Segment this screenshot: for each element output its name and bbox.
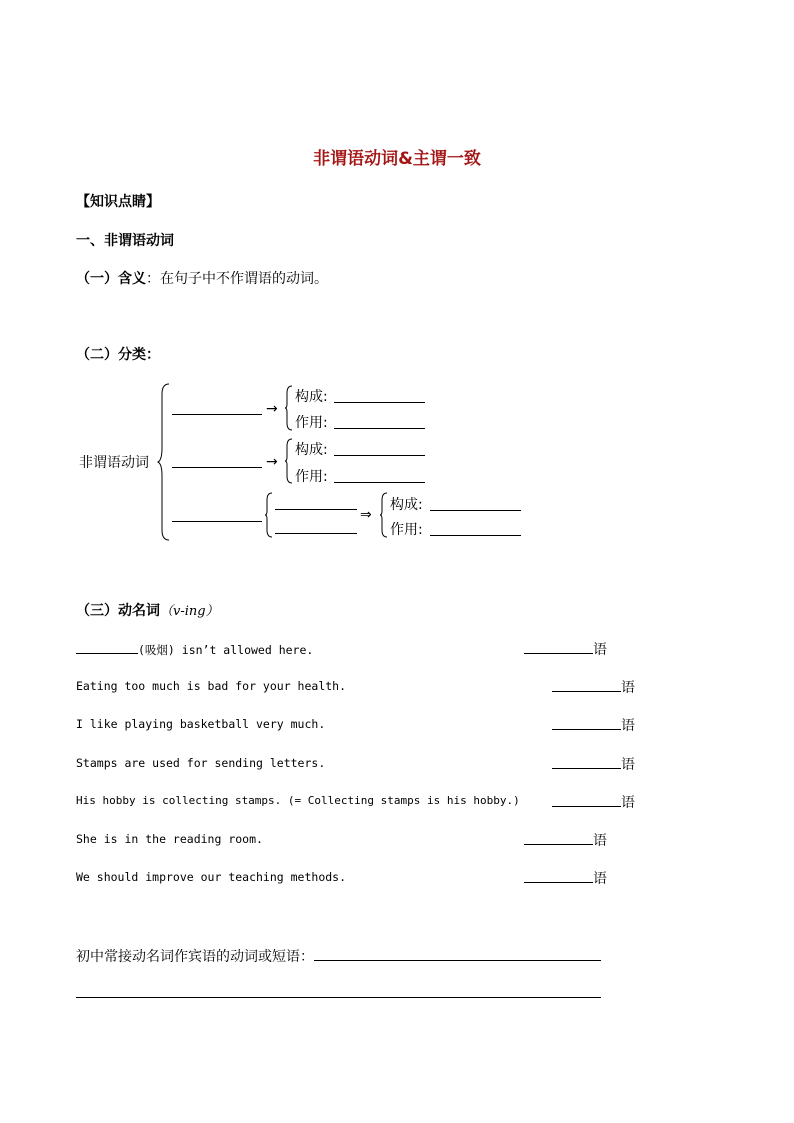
small-brace-icon [284,438,294,484]
role-blank[interactable] [524,641,593,654]
definition-text: ：在句子中不作谓语的动词。 [146,271,328,287]
arrow-icon: → [266,401,278,417]
use-label: 作用: [390,522,423,538]
role-suffix: 语 [621,680,635,696]
double-arrow-icon: ⇒ [360,507,372,523]
sub-blank-2[interactable] [275,533,357,534]
gerund-label: （三）动名词 [76,603,160,619]
diagram-root-label: 非谓语动词 [79,455,149,471]
left-brace-icon [157,382,173,542]
sentence-text: His hobby is collecting stamps. (= Collecting stamps is his hobby.) [76,794,520,807]
role-answer [524,639,607,659]
definition-line [76,268,328,288]
role-answer [524,830,607,850]
role-answer [552,715,635,735]
sentence-text: We should improve our teaching methods. [76,870,347,884]
role-answer [552,677,635,697]
branch-1-blank[interactable] [172,414,262,415]
use-blank[interactable] [334,428,425,429]
answer-blank[interactable] [76,641,138,654]
role-blank[interactable] [552,756,621,769]
role-blank[interactable] [524,870,593,883]
compose-label: 构成: [295,389,328,405]
role-blank[interactable] [524,832,593,845]
sentence-text: (吸烟) isn’t allowed here. [138,643,314,657]
small-brace-icon [284,385,294,431]
gerund-heading [76,600,219,620]
sentence-text: Eating too much is bad for your health. [76,679,347,693]
footer-prompt: 初中常接动名词作宾语的动词或短语： [76,949,314,965]
small-brace-icon [379,492,389,538]
compose-blank[interactable] [334,402,425,403]
sub-blank-1[interactable] [275,509,357,510]
section-knowledge: 【知识点睛】 [76,194,160,210]
role-answer [524,868,607,888]
compose-label: 构成: [295,442,328,458]
compose-blank[interactable] [334,455,425,456]
sentence-row [76,641,313,658]
role-answer [552,754,635,774]
role-suffix: 语 [621,757,635,773]
branch-3-blank[interactable] [172,521,262,522]
role-suffix: 语 [621,795,635,811]
role-blank[interactable] [552,794,621,807]
definition-label: （一）含义 [76,271,146,287]
use-label: 作用: [295,415,328,431]
use-blank[interactable] [334,482,425,483]
role-suffix: 语 [593,833,607,849]
page-title: 非谓语动词&主谓一致 [313,149,481,169]
role-suffix: 语 [621,718,635,734]
use-blank[interactable] [430,535,521,536]
compose-blank[interactable] [430,510,521,511]
sentence-text: She is in the reading room. [76,832,263,846]
sentence-text: I like playing basketball very much. [76,717,326,731]
footer-blank-2[interactable] [76,997,601,998]
heading-non-finite-verbs: 一、非谓语动词 [76,233,174,249]
role-suffix: 语 [593,642,607,658]
classification-label: （二）分类： [76,347,160,363]
compose-label: 构成: [390,497,423,513]
small-brace-icon [264,492,274,538]
role-suffix: 语 [593,871,607,887]
arrow-icon: → [266,454,278,470]
gerund-sub: （v-ing） [160,604,219,619]
branch-2-blank[interactable] [172,467,262,468]
role-blank[interactable] [552,717,621,730]
role-blank[interactable] [552,679,621,692]
footer-blank-1[interactable] [314,960,601,961]
use-label: 作用: [295,469,328,485]
sentence-text: Stamps are used for sending letters. [76,756,326,770]
role-answer [552,792,635,812]
